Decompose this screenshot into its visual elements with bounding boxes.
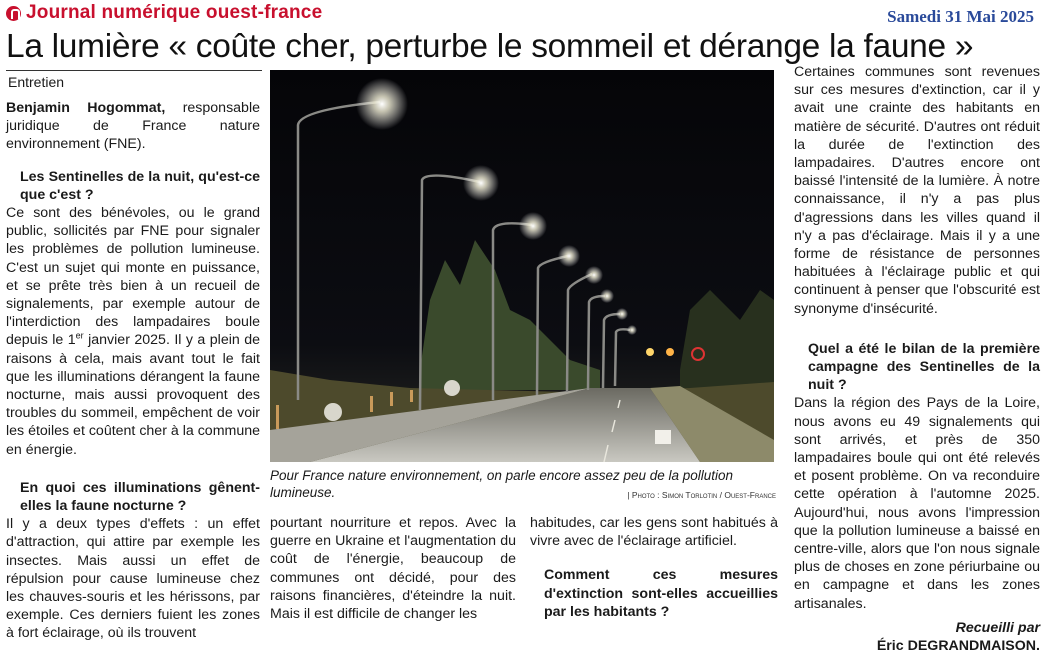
question-1: Les Sentinelles de la nuit, qu'est-ce que c'est ? — [20, 168, 260, 203]
brand — [6, 2, 322, 24]
question-3: Comment ces mesures d'extinction sont-elles accueillies par les habitants ? — [544, 567, 778, 620]
column-3 — [530, 514, 778, 621]
issue-date: Samedi 31 Mai 2025 — [887, 7, 1034, 26]
answer-1-text-a: Ce sont des bénévoles, ou le grand public, sollicités par FNE pour signaler les problèmes de pollution lumineuse. C'est un sujet qui monte en puissance, et se prête très bien à un recueil de signalements, par exemple autour de l'interdiction des lampadaires boule depuis le 1 — [6, 205, 260, 349]
interviewee-title: responsable juridique de France nature environnement (FNE). — [6, 100, 260, 153]
answer-4: Dans la région des Pays de la Loire, nous avons eu 49 signalements qui sont arrivés, et près de 350 lampadaires boule qui ont été relevés et posent problème. On va reconduire cette opération à l'automne 2025. Aujourd'hui, nous avons l'impression que la pollution lumineuse a baissé en centre-ville, alors que l'on nous signale plus de choses en zone périurbaine ou en campagne et dans les zones artisanales. — [794, 395, 1040, 612]
interviewee-name: Benjamin Hogommat, — [6, 100, 166, 116]
answer-1 — [6, 204, 260, 459]
signature — [794, 619, 1040, 655]
night-street-illustration — [270, 70, 774, 462]
column-2 — [270, 514, 516, 623]
column-1 — [6, 99, 260, 643]
headline: La lumière « coûte cher, perturbe le sommeil et dérange la faune » — [6, 28, 974, 65]
rubric-label: Entretien — [8, 74, 65, 90]
photo-caption: Pour France nature environnement, on parle encore assez peu de la pollution lumineuse. — [270, 468, 734, 500]
photo-credit: | Photo : Simon Torlotin / Ouest-France — [627, 490, 776, 500]
question-2: En quoi ces illuminations gênent-elles la faune nocturne ? — [20, 479, 260, 515]
brand-name: Journal numérique ouest-france — [26, 2, 323, 23]
street-lights-photo — [270, 70, 774, 462]
column-4 — [794, 63, 1040, 655]
signature-line-1: Recueilli par — [955, 619, 1040, 636]
question-4: Quel a été le bilan de la première campagne des Sentinelles de la nuit ? — [808, 340, 1040, 394]
answer-1-text-b: janvier 2025. Il y a plein de raisons à cela, mais avant tout le fait que les illuminations dérangent la faune nocturne, mais aussi provoquent des troubles du sommeil, empêchent de voir les étoiles et coûtent cher à la commune en énergie. — [6, 332, 260, 458]
answer-2-continued: pourtant nourriture et repos. Avec la guerre en Ukraine et l'augmentation du coût de l'énergie, beaucoup de communes ont décidé, pour des raisons financières, d'éteindre la nuit. Mais il est difficile de changer les — [270, 515, 516, 623]
answer-3: Certaines communes sont revenues sur ces mesures d'extinction, car il y avait une crainte des habitants en matière de sécurité. D'autres ont réduit la durée de l'extinction des lampadaires. D'autres encore ont baissé l'intensité de la lumière. À notre connaissance, il n'y a pas plus d'agressions dans les villes quand il n'y a pas d'éclairage. Mais il y a une forme de résistance de personnes habituées à l'éclairage public et qui continuent à penser que l'obscurité est synonyme d'insécurité. — [794, 64, 1040, 317]
signature-author: Éric DEGRANDMAISON. — [876, 638, 1040, 655]
answer-2-end: habitudes, car les gens sont habitués à vivre avec de l'éclairage artificiel. — [530, 515, 778, 550]
rubric-divider — [6, 70, 262, 71]
intro-paragraph — [6, 99, 260, 154]
answer-1-superscript: er — [75, 330, 84, 341]
ouest-france-logo-icon — [6, 6, 21, 21]
answer-2: Il y a deux types d'effets : un effet d'attraction, qui attire par exemple les insectes. Mais aussi un effet de répulsion pour cause lumineuse chez les chauves-souris et les hérissons, par exemple. Ces derniers fuient les zones à fort éclairage, où ils trouvent — [6, 516, 260, 642]
